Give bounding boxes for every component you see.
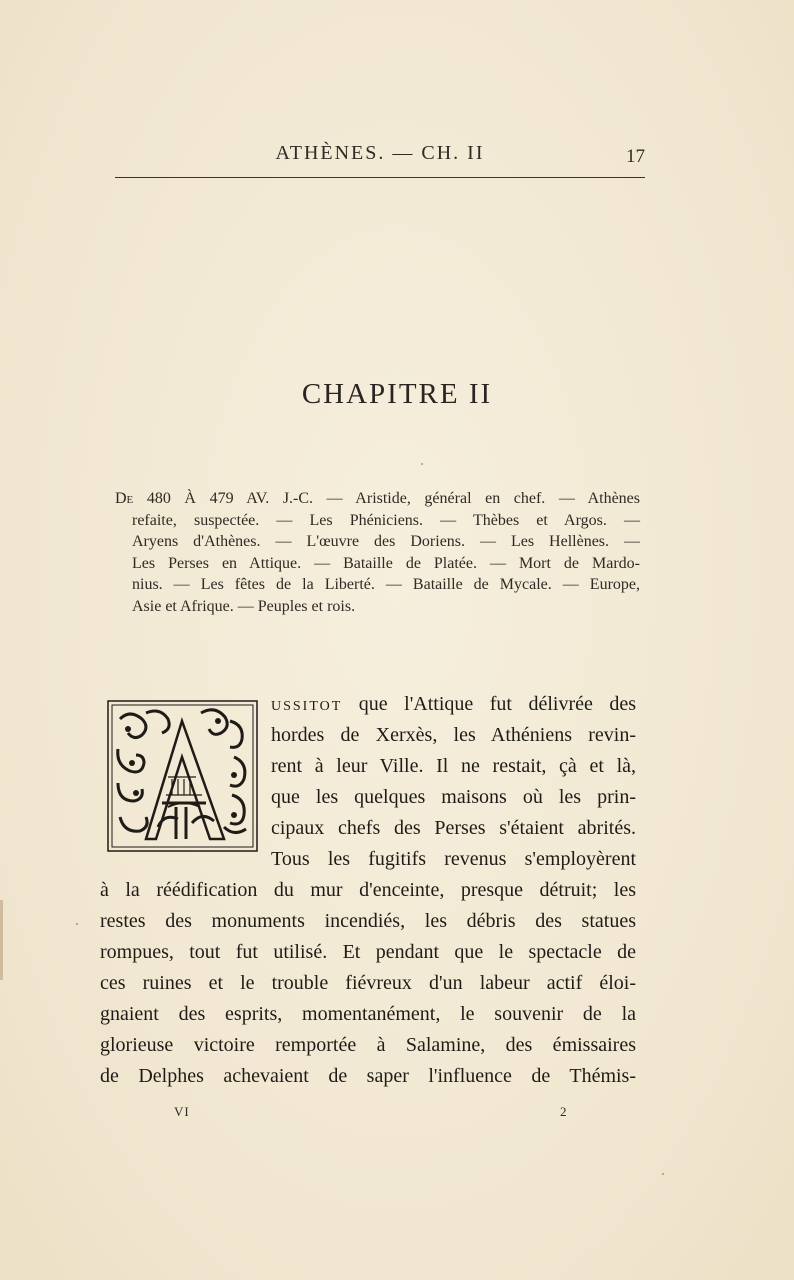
running-title: ATHÈNES. — CH. II bbox=[275, 142, 485, 164]
summary-line-text: 480 À 479 AV. J.-C. — Aristide, général en chef. — Athènes bbox=[146, 490, 640, 507]
body-line: cipaux chefs des Perses s'étaient abrités. bbox=[271, 817, 636, 839]
body-line: que les quelques maisons où les prin- bbox=[271, 786, 636, 808]
body-line: hordes de Xerxès, les Athéniens revin- bbox=[271, 724, 636, 746]
header-rule bbox=[115, 177, 645, 178]
chapter-title: CHAPITRE II bbox=[301, 378, 493, 410]
body-line: de Delphes achevaient de saper l'influence de Thémis- bbox=[100, 1065, 636, 1087]
body-text bbox=[100, 689, 636, 1092]
body-line: glorieuse victoire remportée à Salamine, des émissaires bbox=[100, 1034, 636, 1056]
body-line: rent à leur Ville. Il ne restait, çà et là, bbox=[271, 755, 636, 777]
signature-number: 2 bbox=[560, 1104, 567, 1119]
running-head bbox=[115, 142, 645, 172]
summary-line: Asie et Afrique. — Peuples et rois. bbox=[132, 597, 356, 615]
summary-line bbox=[115, 488, 640, 510]
first-word: ussitot bbox=[271, 693, 343, 715]
summary-line: Aryens d'Athènes. — L'œuvre des Doriens. — Les Hellènes. — bbox=[132, 533, 640, 550]
signature-mark: VI bbox=[174, 1104, 190, 1119]
summary-line: Les Perses en Attique. — Bataille de Platée. — Mort de Mardo- bbox=[132, 554, 640, 572]
summary-line: refaite, suspectée. — Les Phéniciens. — Thèbes et Argos. — bbox=[132, 511, 640, 529]
page-number: 17 bbox=[626, 146, 645, 167]
summary-line: nius. — Les fêtes de la Liberté. — Bataille de Mycale. — Europe, bbox=[132, 576, 640, 593]
paper-speck bbox=[662, 1173, 664, 1175]
body-line bbox=[271, 689, 636, 720]
body-line: Tous les fugitifs revenus s'employèrent bbox=[271, 848, 636, 870]
summary-lead-word: De bbox=[115, 490, 134, 507]
paper-speck bbox=[421, 463, 423, 465]
body-line-text: que l'Attique fut délivrée des bbox=[358, 693, 637, 715]
page-edge-shadow bbox=[0, 900, 3, 980]
body-line: rompues, tout fut utilisé. Et pendant que le spectacle de bbox=[100, 941, 636, 963]
chapter-summary bbox=[115, 488, 640, 617]
body-line: gnaient des esprits, momentanément, le souvenir de la bbox=[100, 1003, 636, 1025]
paper-speck bbox=[76, 923, 78, 925]
body-line: ces ruines et le trouble fiévreux d'un labeur actif éloi- bbox=[100, 972, 636, 994]
body-line: à la réédification du mur d'enceinte, presque détruit; les bbox=[100, 879, 636, 901]
body-line: restes des monuments incendiés, les débris des statues bbox=[100, 910, 636, 932]
